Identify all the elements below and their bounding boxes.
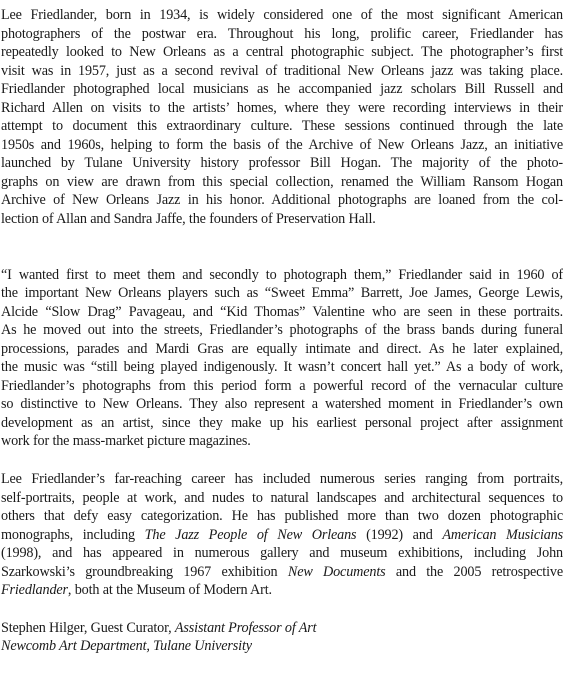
curator-department: Newcomb Art Department, Tulane University [1,638,252,655]
text-line: development as an artist, since they make up his earliest personal project after assignment [1,414,563,431]
text-line: Lee Friedlander, born in 1934, is widely considered one of the most significant American [1,7,563,23]
curator-role: Assistant Professor of Art [174,619,317,636]
text-line: Alcide “Slow Drag” Pavageau, and “Kid Thomas” Valentine who are seen in these portraits. [1,303,563,320]
text-line: As he moved out into the streets, Friedlander’s photographs of the brass bands during funeral [1,322,563,339]
text-line [1,526,563,545]
text-line: so distinctive to New Orleans. They also represent a watershed moment in Friedlander’s own [1,396,563,413]
text-line: graphs on view are drawn from this special collection, renamed the William Ransom Hogan [1,173,563,190]
curator-credit [1,619,563,656]
text-line: repeatedly looked to New Orleans as a central photographic subject. The photographer’s first [1,44,563,61]
text-line: photographers of the postwar era. Throughout his long, prolific career, Friedlander has [1,25,563,42]
text-line: “I wanted first to meet them and secondly to photograph them,” Friedlander said in 1960 of [1,266,563,283]
text-run: monographs, including [1,526,145,543]
text-line: lection of Allan and Sandra Jaffe, the founders of Preservation Hall. [1,211,376,228]
paragraph-spacer [1,600,563,619]
paragraph-spacer [1,229,563,266]
text-line: self-portraits, people at work, and nudes to natural landscapes and architectural sequences to [1,489,563,506]
text-line [1,581,563,600]
text-line: 1950s and 1960s, helping to form the basis of the Archive of New Orleans Jazz, an initiative [1,136,563,153]
text-line [1,563,563,582]
paragraph-quote [1,266,563,451]
text-run: (1992) and [356,526,443,543]
paragraph-career [1,470,563,600]
text-line: attempt to document this extraordinary culture. These sessions continued through the late [1,118,563,135]
text-line: visit was in 1957, just as a second revival of traditional New Orleans jazz was taking place. [1,62,563,79]
exhibition-title-new-documents: New Documents [287,563,386,580]
curator-name: Stephen Hilger, Guest Curator, [1,619,175,636]
text-line: the important New Orleans players such as “Sweet Emma” Barrett, Joe James, George Lewis, [1,285,563,302]
text-line: processions, parades and Mardi Gras are equally intimate and direct. As he later explained, [1,340,563,357]
text-line: (1998), and has appeared in numerous gallery and museum exhibitions, including John [1,545,563,562]
text-run: Szarkowski’s groundbreaking 1967 exhibition [1,563,288,580]
exhibition-title-friedlander: Friedlander [1,582,68,599]
text-line: Friedlander’s photographs from this period form a powerful record of the vernacular culture [1,377,563,394]
text-line: the music was “still being played indigenously. It wasn’t concert hall yet.” As a body of work, [1,359,563,376]
text-line [1,637,563,656]
text-line [1,619,563,638]
book-title-jazz-people: The Jazz People of New Orleans [144,526,357,543]
text-line: Lee Friedlander’s far-reaching career has included numerous series ranging from portraits, [1,471,563,488]
text-line: work for the mass-market picture magazines. [1,433,251,450]
paragraph-spacer [1,451,563,470]
text-line: Richard Allen on visits to the artists’ homes, where they were recording interviews in their [1,99,563,116]
text-line: others that defy easy categorization. He has published more than two dozen photographic [1,508,563,525]
paragraph-introduction [1,6,563,229]
text-line: launched by Tulane University history professor Bill Hogan. The majority of the photo- [1,155,563,172]
text-line: Friedlander photographed local musicians as he accompanied jazz scholars Bill Russell and [1,81,563,98]
text-run: and the 2005 retrospective [385,563,563,580]
book-title-american-musicians: American Musicians [442,526,563,543]
text-line: Archive of New Orleans Jazz in his honor. Additional photographs are loaned from the col- [1,192,563,209]
text-run: , both at the Museum of Modern Art. [67,582,272,599]
